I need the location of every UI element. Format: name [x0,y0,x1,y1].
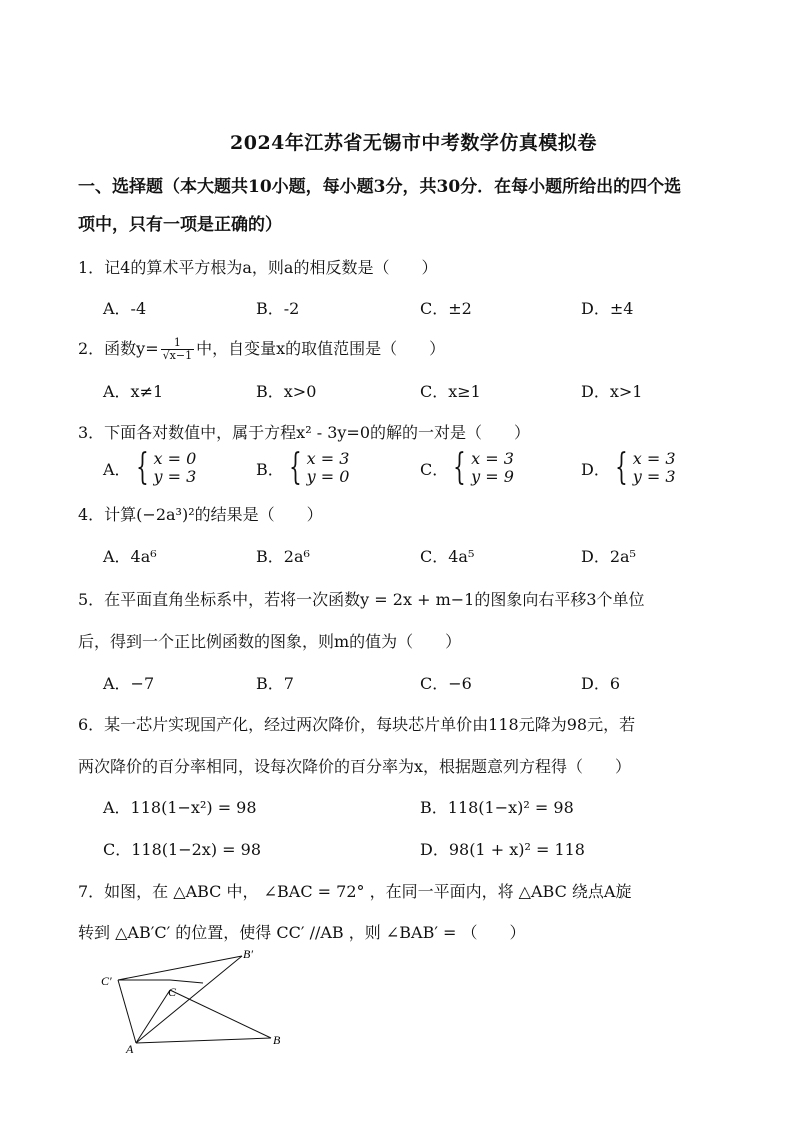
equation-line-1: x = 3 [632,449,676,468]
question-2-option-d: D．x>1 [581,382,643,401]
label-B-prime: B′ [243,947,253,961]
segment-AC [136,990,170,1043]
question-5-option-d: D．6 [581,674,621,693]
question-7-line1: 7．如图，在 △ABC 中， ∠BAC = 72° ，在同一平面内，将 △ABC 绕点A旋 [78,882,632,901]
question-3-option-b [256,447,350,488]
question-3-stem: 3．下面各对数值中，属于方程x² - 3y=0的解的一对是（ ） [78,423,531,442]
option-label: A． [103,459,131,479]
segment-AB-prime [136,956,242,1043]
question-4-stem: 4．计算(−2a³)²的结果是（ ） [78,505,323,524]
segment-AB [136,1038,271,1043]
option-label: C． [420,459,449,479]
equation-line-1: x = 0 [153,449,197,468]
question-5-line1: 5．在平面直角坐标系中，若将一次函数y = 2x + m−1的图象向右平移3个单位 [78,590,645,609]
question-1-stem: 1．记4的算术平方根为a，则a的相反数是（ ） [78,258,438,277]
option-label: D． [581,459,610,479]
brace-glyph: { [288,447,302,488]
question-3-option-c [420,447,514,488]
equation-line-1: x = 3 [471,449,514,468]
question-1-option-d: D．±4 [581,299,634,318]
brace-glyph: { [614,447,628,488]
question-4-option-a: A．4a⁶ [103,547,157,566]
question-2-fraction [161,337,194,362]
question-5-option-a: A．−7 [103,674,155,693]
page-title: 2024年江苏省无锡市中考数学仿真模拟卷 [230,132,597,154]
section-header-line2: 项中，只有一项是正确的） [78,215,282,235]
segment-CB [170,990,271,1038]
question-6-option-c: C．118(1−2x) = 98 [103,840,261,859]
question-6-line1: 6．某一芯片实现国产化，经过两次降价，每块芯片单价由118元降为98元，若 [78,715,636,734]
question-3-option-a [103,447,197,488]
label-C: C [168,985,177,999]
question-1-option-a: A．-4 [103,299,147,318]
question-4-option-b: B．2a⁶ [256,547,310,566]
segment-C-to-CC-line [170,980,203,983]
question-2-stem [78,336,445,362]
label-A: A [126,1042,134,1055]
segment-AC-prime [118,980,136,1043]
question-2-option-a: A．x≠1 [103,382,164,401]
equation-line-2: y = 9 [471,467,514,486]
equation-line-2: y = 0 [306,467,350,486]
question-1-option-c: C．±2 [420,299,472,318]
question-2-option-c: C．x≥1 [420,382,481,401]
question-6-line2: 两次降价的百分率相同，设每次降价的百分率为x，根据题意列方程得（ ） [78,757,632,776]
equation-line-2: y = 3 [632,467,676,486]
question-3-option-d [581,447,676,488]
section-header-line1: 一、选择题（本大题共10小题，每小题3分，共30分．在每小题所给出的四个选 [78,177,682,197]
question-6-option-b: B．118(1−x)² = 98 [420,798,574,817]
question-2-option-b: B．x>0 [256,382,317,401]
question-1-option-b: B．-2 [256,299,300,318]
question-6-option-d: D．98(1 + x)² = 118 [420,840,585,859]
fraction-denominator: √x−1 [162,349,193,362]
question-4-option-d: D．2a⁵ [581,547,636,566]
question-2-stem-prefix: 2．函数y= [78,339,159,358]
question-5-option-b: B．7 [256,674,294,693]
equation-line-2: y = 3 [153,467,197,486]
brace-glyph: { [453,447,467,488]
option-label: B． [256,459,284,479]
question-7-figure [95,945,295,1055]
label-C-prime: C′ [101,974,112,988]
fraction-numerator: 1 [161,337,194,350]
brace-glyph: { [135,447,149,488]
segment-C-prime-B-prime [118,956,242,980]
question-7-line2: 转到 △AB′C′ 的位置，使得 CC′ //AB ，则 ∠BAB′ = （ ） [78,923,526,942]
question-2-stem-suffix: 中，自变量x的取值范围是（ ） [196,339,446,358]
equation-line-1: x = 3 [306,449,350,468]
question-4-option-c: C．4a⁵ [420,547,475,566]
question-5-line2: 后，得到一个正比例函数的图象，则m的值为（ ） [78,632,462,651]
label-B: B [273,1033,281,1047]
question-6-option-a: A．118(1−x²) = 98 [103,798,257,817]
question-5-option-c: C．−6 [420,674,472,693]
